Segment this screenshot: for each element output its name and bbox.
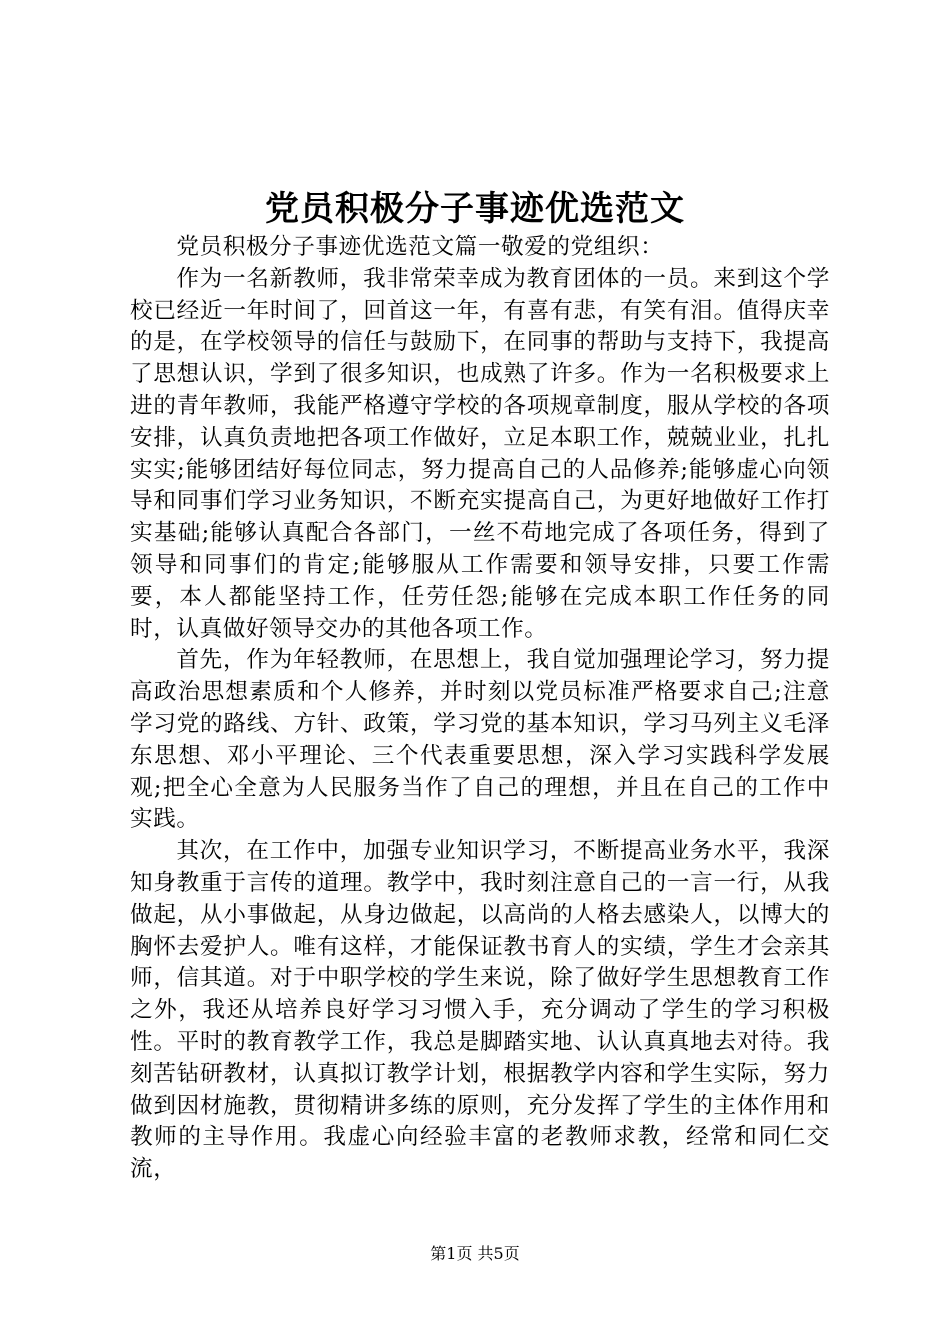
paragraph-salutation: 党员积极分子事迹优选范文篇一敬爱的党组织：	[176, 234, 664, 260]
document-title: 党员积极分子事迹优选范文	[265, 189, 685, 229]
paragraph-work: 其次，在工作中，加强专业知识学习，不断提高业务水平，我深知身教重于言传的道理。教学中，我时刻注意自己的一言一行，从我做起，从小事做起，从身边做起，以高尚的人格去感染人，以博大的胸怀去爱护人。唯有这样，才能保证教书育人的实绩，学生才会亲其师，信其道。对于中职学校的学生来说，除了做好学生思想教育工作之外，我还从培养良好学习习惯入手，充分调动了学生的学习积极性。平时的教育教学工作，我总是脚踏实地、认认真真地去对待。我刻苦钻研教材，认真拟订教学计划，根据教学内容和学生实际，努力做到因材施教，贯彻精讲多练的原则，充分发挥了学生的主体作用和教师的主导作用。我虚心向经验丰富的老教师求教，经常和同仁交流，	[130, 838, 830, 1183]
document-body	[130, 232, 830, 1186]
paragraph-introduction: 作为一名新教师，我非常荣幸成为教育团体的一员。来到这个学校已经近一年时间了，回首这一年，有喜有悲，有笑有泪。值得庆幸的是，在学校领导的信任与鼓励下，在同事的帮助与支持下，我提高了思想认识，学到了很多知识，也成熟了许多。作为一名积极要求上进的青年教师，我能严格遵守学校的各项规章制度，服从学校的各项安排，认真负责地把各项工作做好，立足本职工作，兢兢业业，扎扎实实;能够团结好每位同志，努力提高自己的人品修养;能够虚心向领导和同事们学习业务知识，不断充实提高自己，为更好地做好工作打实基础;能够认真配合各部门，一丝不苟地完成了各项任务，得到了领导和同事们的肯定;能够服从工作需要和领导安排，只要工作需要，本人都能坚持工作，任劳任怨;能够在完成本职工作任务的同时，认真做好领导交办的其他各项工作。	[130, 265, 830, 642]
page-number: 第1页 共5页	[430, 1244, 520, 1263]
paragraph-thought: 首先，作为年轻教师，在思想上，我自觉加强理论学习，努力提高政治思想素质和个人修养，并时刻以党员标准严格要求自己;注意学习党的路线、方针、政策，学习党的基本知识，学习马列主义毛泽东思想、邓小平理论、三个代表重要思想，深入学习实践科学发展观;把全心全意为人民服务当作了自己的理想，并且在自己的工作中实践。	[130, 647, 830, 833]
